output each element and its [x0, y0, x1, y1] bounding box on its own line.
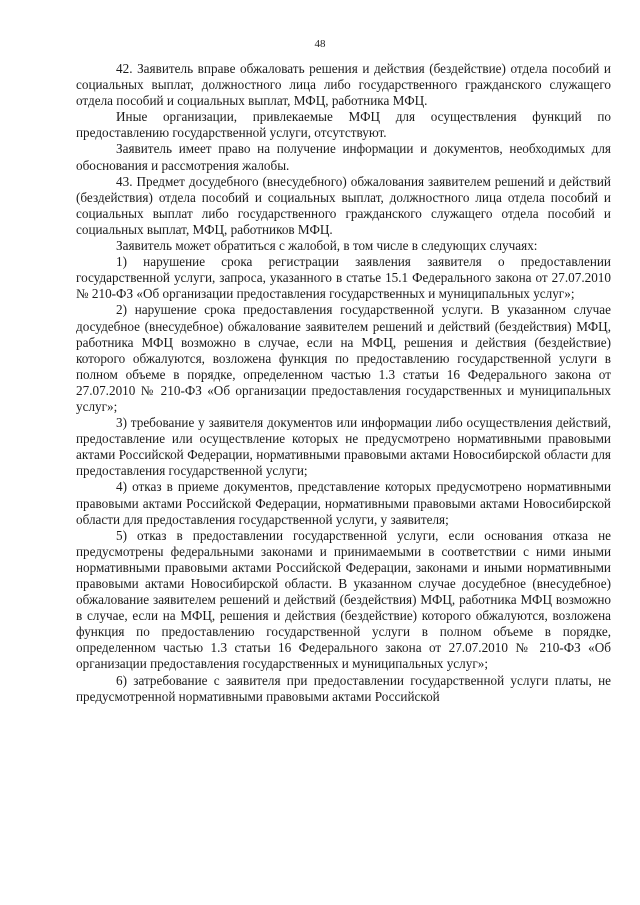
- document-body: [76, 61, 611, 705]
- list-item-5: 5) отказ в предоставлении государственной услуги, если основания отказа не предусмотрены федеральными законами и принимаемыми в соответствии с ними иными нормативными правовыми актами Российской Федерации, законами и иными нормативными правовыми актами Новосибирской области. В указанном случае досудебное (внесудебное) обжалование заявителем решений и действий (бездействия) МФЦ, работника МФЦ возможно в случае, если на МФЦ, решения и действия (бездействие) которого обжалуются, возложена функция по предоставлению государственной услуги в полном объеме в порядке, определенном частью 1.3 статьи 16 Федерального закона от 27.07.2010 № 210-ФЗ «Об организации предоставления государственных и муниципальных услуг»;: [76, 527, 611, 672]
- paragraph-42-appeal-right: 42. Заявитель вправе обжаловать решения и действия (бездействие) отдела пособий и социальных выплат, должностного лица либо государственного гражданского служащего отдела пособий и социальных выплат, МФЦ, работника МФЦ.: [76, 61, 611, 109]
- paragraph-43-subject-of-appeal: 43. Предмет досудебного (внесудебного) обжалования заявителем решений и действий (бездействия) отдела пособий и социальных выплат, должностного лица отдела пособий и социальных выплат либо государственного гражданского служащего отдела пособий и социальных выплат, МФЦ, работников МФЦ.: [76, 173, 611, 237]
- page-number: 48: [314, 38, 326, 50]
- paragraph-information-right: Заявитель имеет право на получение информации и документов, необходимых для обоснования и рассмотрения жалобы.: [76, 141, 611, 173]
- list-item-2: 2) нарушение срока предоставления государственной услуги. В указанном случае досудебное (внесудебное) обжалование заявителем решений и действий (бездействия) МФЦ, работника МФЦ возможно в случае, если на МФЦ, решения и действия (бездействие) которого обжалуются, возложена функция по предоставлению государственной услуги в полном объеме в порядке, определенном частью 1.3 статьи 16 Федерального закона от 27.07.2010 № 210-ФЗ «Об организации предоставления государственных и муниципальных услуг»;: [76, 302, 611, 414]
- list-item-6: 6) затребование с заявителя при предоставлении государственной услуги платы, не предусмотренной нормативными правовыми актами Российской: [76, 672, 611, 704]
- list-item-3: 3) требование у заявителя документов или информации либо осуществления действий, предоставление или осуществление которых не предусмотрено нормативными правовыми актами Российской Федерации, нормативными правовыми актами Новосибирской области для предоставления государственной услуги;: [76, 415, 611, 479]
- paragraph-complaint-cases-intro: Заявитель может обратиться с жалобой, в том числе в следующих случаях:: [116, 238, 538, 254]
- paragraph-other-organizations: Иные организации, привлекаемые МФЦ для осуществления функций по предоставлению государственной услуги, отсутствуют.: [76, 109, 611, 141]
- list-item-1: 1) нарушение срока регистрации заявления заявителя о предоставлении государственной услуги, запроса, указанного в статье 15.1 Федерального закона от 27.07.2010 № 210-ФЗ «Об организации предоставления государственных и муниципальных услуг»;: [76, 254, 611, 302]
- list-item-4: 4) отказ в приеме документов, представление которых предусмотрено нормативными правовыми актами Российской Федерации, нормативными правовыми актами Новосибирской области для предоставления государственной услуги, у заявителя;: [76, 479, 611, 527]
